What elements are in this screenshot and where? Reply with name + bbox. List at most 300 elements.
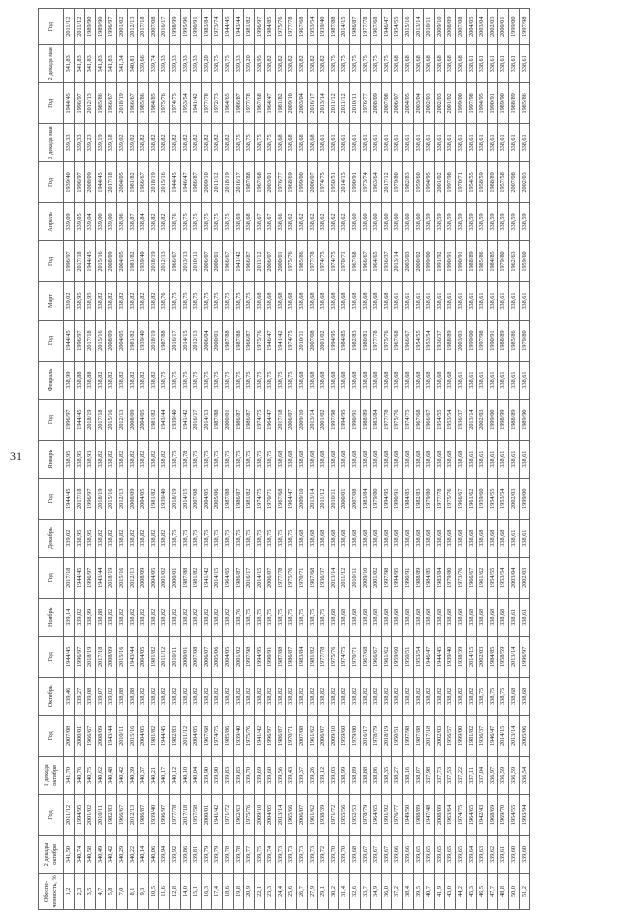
table-cell: 338,68 — [508, 677, 519, 715]
table-cell: 339,56 — [275, 756, 286, 794]
table-row — [254, 9, 265, 910]
table-cell: 1936/37 — [434, 320, 445, 361]
table-cell: 339,73 — [297, 835, 308, 873]
table-cell: 1964/47 — [286, 478, 297, 519]
table-cell: 338,61 — [508, 124, 519, 162]
table-cell: 1982/83 — [413, 478, 424, 519]
table-cell: 1966/67 — [127, 83, 138, 124]
table-row — [487, 9, 498, 910]
probability-cell: 46,5 — [477, 873, 488, 909]
table-cell: 2002/03 — [477, 399, 488, 440]
table-cell: 339,02 — [74, 598, 85, 636]
table-cell: 338,75 — [244, 361, 255, 399]
table-cell: 2007/08 — [191, 636, 202, 677]
table-cell: 1967/68 — [392, 320, 403, 361]
table-cell: 1996/97 — [254, 9, 265, 45]
table-cell: 338,60 — [350, 203, 361, 241]
table-cell: 339,65 — [455, 835, 466, 873]
table-cell: 1984/85 — [487, 241, 498, 282]
table-cell: 338,68 — [371, 440, 382, 478]
table-cell: 1946/47 — [424, 636, 435, 677]
table-row — [445, 9, 456, 910]
table-cell: 2000/01 — [212, 320, 223, 361]
table-cell: 1953/54 — [424, 320, 435, 361]
table-cell: 1939/40 — [138, 241, 149, 282]
table-row — [148, 9, 159, 910]
table-cell: 1981/82 — [148, 399, 159, 440]
table-cell: 1987/88 — [180, 557, 191, 598]
table-cell: 338,61 — [328, 124, 339, 162]
table-cell: 338,68 — [297, 519, 308, 557]
table-cell: 338,68 — [307, 361, 318, 399]
table-cell: 1988/89 — [413, 557, 424, 598]
probability-cell: 47,7 — [487, 873, 498, 909]
table-cell: 339,78 — [233, 835, 244, 873]
table-cell: 1975/76 — [244, 715, 255, 756]
table-cell: 2001/02 — [318, 320, 329, 361]
table-cell: 2007/08 — [350, 478, 361, 519]
table-cell: 1988/89 — [413, 794, 424, 835]
table-cell: 1999/00 — [297, 162, 308, 203]
table-cell: 338,68 — [339, 519, 350, 557]
column-header: Январь — [39, 440, 64, 478]
table-cell: 338,76 — [159, 282, 170, 320]
table-cell: 340,62 — [95, 756, 106, 794]
table-cell: 1939/40 — [159, 478, 170, 519]
table-cell: 1979/80 — [424, 478, 435, 519]
table-cell: 1996/97 — [64, 241, 75, 282]
table-cell: 338,68 — [275, 124, 286, 162]
probability-cell: 16,3 — [201, 873, 212, 909]
table-cell: 338,60 — [403, 203, 414, 241]
table-cell: 338,75 — [180, 361, 191, 399]
table-cell: 339,74 — [265, 835, 276, 873]
table-cell: 1975/76 — [159, 83, 170, 124]
table-cell: 338,61 — [487, 440, 498, 478]
table-cell: 1983/84 — [360, 478, 371, 519]
table-cell: 338,68 — [403, 519, 414, 557]
table-cell: 1996/97 — [519, 636, 530, 677]
table-cell: 338,68 — [434, 361, 445, 399]
table-cell: 338,82 — [265, 45, 276, 83]
table-cell: 1987/88 — [159, 320, 170, 361]
table-cell: 1999/00 — [424, 241, 435, 282]
table-row — [212, 9, 223, 910]
table-cell: 338,75 — [201, 519, 212, 557]
table-cell: 1964/65 — [222, 557, 233, 598]
table-cell: 1970/71 — [286, 715, 297, 756]
table-cell: 1987/88 — [222, 320, 233, 361]
table-cell: 1954/55 — [487, 557, 498, 598]
table-cell: 2013/14 — [508, 715, 519, 756]
table-cell: 338,82 — [116, 519, 127, 557]
table-cell: 2012/13 — [159, 241, 170, 282]
probability-cell: 7,0 — [116, 873, 127, 909]
table-cell: 338,82 — [275, 45, 286, 83]
table-cell: 2000/02 — [413, 241, 424, 282]
table-cell: 338,88 — [127, 677, 138, 715]
table-row — [350, 9, 361, 910]
table-cell: 338,82 — [222, 124, 233, 162]
table-cell: 338,82 — [106, 282, 117, 320]
table-cell: 2008/09 — [371, 83, 382, 124]
table-cell: 338,60 — [413, 203, 424, 241]
table-cell: 340,74 — [74, 835, 85, 873]
probability-cell: 11,6 — [159, 873, 170, 909]
table-cell: 338,60 — [381, 203, 392, 241]
table-cell: 1961/62 — [307, 794, 318, 835]
table-cell: 1986/87 — [286, 636, 297, 677]
table-cell: 338,75 — [233, 440, 244, 478]
table-cell: 338,82 — [222, 677, 233, 715]
table-cell: 338,68 — [360, 519, 371, 557]
table-cell: 1967/68 — [201, 715, 212, 756]
table-cell: 338,82 — [148, 677, 159, 715]
table-cell: 2002/03 — [434, 83, 445, 124]
table-cell: 1953/54 — [498, 557, 509, 598]
table-cell: 2011/12 — [74, 9, 85, 45]
table-cell: 1996/97 — [85, 557, 96, 598]
table-cell: 1977/78 — [371, 320, 382, 361]
probability-cell: 12,8 — [169, 873, 180, 909]
table-cell: 1988/89 — [498, 320, 509, 361]
table-cell: 1984/85 — [265, 9, 276, 45]
table-cell: 338,59 — [519, 203, 530, 241]
table-cell: 338,62 — [318, 203, 329, 241]
table-cell: 338,68 — [339, 282, 350, 320]
table-cell: 338,82 — [254, 677, 265, 715]
table-cell: 1966/67 — [116, 794, 127, 835]
probability-cell: 29,1 — [318, 873, 329, 909]
table-cell: 337,53 — [445, 756, 456, 794]
table-cell: 338,68 — [339, 361, 350, 399]
table-cell: 1985/86 — [222, 715, 233, 756]
table-cell: 338,68 — [466, 519, 477, 557]
table-row — [116, 9, 127, 910]
probability-cell: 1,2 — [64, 873, 75, 909]
table-cell: 1981/82 — [127, 241, 138, 282]
table-cell: 2010/11 — [350, 83, 361, 124]
table-cell: 1973/74 — [360, 162, 371, 203]
table-cell: 338,82 — [275, 677, 286, 715]
table-cell: 2018/19 — [95, 478, 106, 519]
table-cell: 338,75 — [265, 124, 276, 162]
table-cell: 2001/02 — [233, 636, 244, 677]
table-cell: 1987/88 — [233, 320, 244, 361]
table-cell: 1981/82 — [244, 9, 255, 45]
column-header: Год — [39, 399, 64, 440]
table-cell: 1982/83 — [106, 794, 117, 835]
table-cell: 1944/45 — [64, 83, 75, 124]
table-cell: 338,61 — [477, 361, 488, 399]
table-cell: 338,82 — [265, 677, 276, 715]
column-header: Год — [39, 478, 64, 519]
probability-cell: 43,0 — [445, 873, 456, 909]
table-cell: 1996/97 — [159, 794, 170, 835]
table-cell: 1971/72 — [222, 794, 233, 835]
table-cell: 1977/78 — [201, 83, 212, 124]
table-cell: 338,75 — [212, 282, 223, 320]
table-cell: 2012/13 — [127, 794, 138, 835]
table-cell: 1966/67 — [138, 162, 149, 203]
table-cell: 1964/47 — [265, 83, 276, 124]
table-cell: 1994/95 — [392, 557, 403, 598]
table-cell: 338,82 — [148, 124, 159, 162]
table-cell: 1953/54 — [498, 478, 509, 519]
table-cell: 2012/13 — [116, 478, 127, 519]
table-cell: 2014/15 — [498, 715, 509, 756]
table-cell: 1941/42 — [254, 715, 265, 756]
table-cell: 1990/91 — [487, 320, 498, 361]
table-cell: 2010/11 — [328, 478, 339, 519]
table-cell: 2016/17 — [360, 715, 371, 756]
table-cell: 338,82 — [138, 677, 149, 715]
table-cell: 338,61 — [508, 45, 519, 83]
table-cell: 1973/76 — [455, 557, 466, 598]
table-cell: 2006/07 — [392, 83, 403, 124]
table-cell: 1985/86 — [138, 83, 149, 124]
table-cell: 338,61 — [487, 45, 498, 83]
table-cell: 1981/82 — [244, 478, 255, 519]
table-cell: 338,61 — [434, 124, 445, 162]
table-cell: 2015/16 — [127, 715, 138, 756]
table-cell: 1974/75 — [286, 320, 297, 361]
table-cell: 339,09 — [64, 203, 75, 241]
table-cell: 340,14 — [138, 835, 149, 873]
table-cell: 338,59 — [477, 203, 488, 241]
table-cell: 338,68 — [286, 124, 297, 162]
table-cell: 338,84 — [138, 203, 149, 241]
table-cell: 1941/42 — [180, 399, 191, 440]
table-cell: 338,75 — [201, 440, 212, 478]
column-header: Год — [39, 83, 64, 124]
table-cell: 338,82 — [148, 361, 159, 399]
table-cell: 339,67 — [381, 835, 392, 873]
table-cell: 338,82 — [371, 677, 382, 715]
table-cell: 338,82 — [148, 598, 159, 636]
table-cell: 338,61 — [434, 282, 445, 320]
table-cell: 1972/73 — [212, 83, 223, 124]
table-cell: 338,61 — [477, 440, 488, 478]
probability-cell: 37,2 — [392, 873, 403, 909]
table-header-row — [39, 9, 64, 910]
table-cell: 339,70 — [244, 756, 255, 794]
table-cell: 2008/09 — [106, 241, 117, 282]
table-cell: 1975/76 — [254, 320, 265, 361]
table-cell: 338,75 — [233, 361, 244, 399]
table-cell: 1966/67 — [85, 715, 96, 756]
table-cell: 339,33 — [233, 45, 244, 83]
table-cell: 2017/18 — [95, 399, 106, 440]
table-cell: 338,82 — [148, 519, 159, 557]
table-cell: 338,75 — [191, 203, 202, 241]
table-cell: 338,68 — [339, 440, 350, 478]
table-cell: 1996/97 — [106, 9, 117, 45]
table-cell: 1984/85 — [487, 636, 498, 677]
table-cell: 2013/13 — [180, 241, 191, 282]
table-cell: 340,76 — [74, 756, 85, 794]
table-cell: 1966/67 — [371, 636, 382, 677]
table-cell: 2012/13 — [127, 9, 138, 45]
table-cell: 340,58 — [85, 835, 96, 873]
table-row — [519, 9, 530, 910]
table-cell: 338,68 — [455, 519, 466, 557]
table-cell: 338,82 — [180, 598, 191, 636]
table-cell: 1996/97 — [74, 636, 85, 677]
table-cell: 2010/11 — [95, 794, 106, 835]
table-cell: 339,00 — [95, 203, 106, 241]
table-cell: 338,95 — [74, 519, 85, 557]
table-cell: 338,68 — [477, 519, 488, 557]
table-cell: 1938/39 — [318, 794, 329, 835]
table-cell: 338,61 — [519, 124, 530, 162]
probability-cell: 3,5 — [85, 873, 96, 909]
table-cell: 1974/75 — [328, 241, 339, 282]
table-cell: 2018/19 — [148, 320, 159, 361]
probability-cell: 51,2 — [519, 873, 530, 909]
table-cell: 339,83 — [233, 756, 244, 794]
table-cell: 338,75 — [212, 519, 223, 557]
table-cell: 1989/90 — [85, 9, 96, 45]
table-cell: 2011/12 — [339, 83, 350, 124]
table-cell: 336,97 — [487, 756, 498, 794]
table-cell: 2005/06 — [212, 478, 223, 519]
table-cell: 1953/54 — [180, 83, 191, 124]
table-cell: 2004/05 — [138, 636, 149, 677]
table-cell: 337,73 — [434, 756, 445, 794]
table-cell: 1984/85 — [339, 320, 350, 361]
table-row — [244, 9, 255, 910]
table-cell: 338,75 — [201, 282, 212, 320]
table-cell: 1974/75 — [403, 399, 414, 440]
table-cell: 338,61 — [519, 45, 530, 83]
table-row — [74, 9, 85, 910]
table-cell: 338,75 — [286, 519, 297, 557]
table-cell: 1967/68 — [275, 478, 286, 519]
table-cell: 338,68 — [275, 282, 286, 320]
table-cell: 338,82 — [106, 440, 117, 478]
table-cell: 1943/44 — [159, 399, 170, 440]
table-cell: 338,75 — [297, 598, 308, 636]
table-cell: 338,75 — [371, 45, 382, 83]
table-cell: 338,82 — [95, 519, 106, 557]
table-cell: 2004/05 — [265, 794, 276, 835]
table-cell: 338,95 — [254, 45, 265, 83]
table-cell: 338,82 — [138, 598, 149, 636]
table-cell: 1954/55 — [413, 320, 424, 361]
table-cell: 1997/98 — [466, 83, 477, 124]
probability-cell: 15,1 — [191, 873, 202, 909]
table-row — [85, 9, 96, 910]
table-cell: 1954/55 — [466, 162, 477, 203]
table-cell: 1938/39 — [455, 636, 466, 677]
table-cell: 1950/51 — [403, 636, 414, 677]
table-row — [127, 9, 138, 910]
table-cell: 1970/71 — [297, 557, 308, 598]
table-cell: 1967/68 — [350, 241, 361, 282]
probability-cell: 10,5 — [148, 873, 159, 909]
table-cell: 1984/85 — [424, 557, 435, 598]
table-cell: 338,75 — [159, 361, 170, 399]
page-number: 31 — [10, 449, 22, 463]
table-cell: 338,68 — [392, 598, 403, 636]
table-cell: 338,61 — [455, 282, 466, 320]
table-cell: 1954/55 — [392, 9, 403, 45]
table-row — [180, 9, 191, 910]
table-cell: 1997/98 — [244, 636, 255, 677]
table-cell: 1981/82 — [127, 320, 138, 361]
table-cell: 2007/08 — [297, 715, 308, 756]
table-row — [318, 9, 329, 910]
table-cell: 1953/54 — [413, 636, 424, 677]
table-cell: 2000/01 — [201, 794, 212, 835]
table-cell: 338,68 — [424, 519, 435, 557]
table-cell: 338,75 — [244, 440, 255, 478]
table-cell: 1941/42 — [201, 557, 212, 598]
table-cell: 338,59 — [434, 203, 445, 241]
table-cell: 338,68 — [434, 598, 445, 636]
table-cell: 338,61 — [498, 45, 509, 83]
table-cell: 338,75 — [212, 203, 223, 241]
table-cell: 2018/19 — [106, 557, 117, 598]
table-cell: 339,70 — [328, 835, 339, 873]
table-cell: 339,72 — [318, 835, 329, 873]
table-cell: 338,82 — [95, 440, 106, 478]
table-cell: 338,75 — [169, 361, 180, 399]
table-cell: 1959/60 — [519, 241, 530, 282]
table-cell: 2017/18 — [424, 715, 435, 756]
table-cell: 339,81 — [191, 835, 202, 873]
table-cell: 2014/15 — [339, 9, 350, 45]
table-cell: 338,69 — [233, 203, 244, 241]
table-cell: 339,92 — [169, 835, 180, 873]
probability-cell: 18,6 — [222, 873, 233, 909]
table-cell: 1976/77 — [392, 794, 403, 835]
table-row — [307, 9, 318, 910]
table-cell: 2014/15 — [212, 557, 223, 598]
table-cell: 338,82 — [180, 124, 191, 162]
table-cell: 1957/58 — [191, 794, 202, 835]
table-cell: 1952/53 — [350, 794, 361, 835]
table-cell: 1979/80 — [498, 241, 509, 282]
table-cell: 338,61 — [445, 124, 456, 162]
probability-cell: 44,2 — [455, 873, 466, 909]
table-cell: 338,68 — [381, 519, 392, 557]
table-cell: 339,61 — [498, 835, 509, 873]
table-cell: 1976/77 — [275, 162, 286, 203]
table-cell: 2011/12 — [180, 715, 191, 756]
table-cell: 1975/76 — [392, 399, 403, 440]
table-cell: 1977/78 — [169, 794, 180, 835]
table-cell: 338,68 — [297, 124, 308, 162]
table-cell: 338,62 — [328, 203, 339, 241]
table-cell: 339,83 — [222, 756, 233, 794]
table-cell: 1988/89 — [445, 320, 456, 361]
table-cell: 1979/80 — [350, 715, 361, 756]
table-cell: 339,27 — [74, 677, 85, 715]
table-cell: 338,68 — [350, 519, 361, 557]
table-cell: 2003/04 — [413, 83, 424, 124]
probability-levels-table — [38, 8, 530, 910]
table-cell: 339,14 — [64, 598, 75, 636]
table-cell: 2018/19 — [85, 636, 96, 677]
table-cell: 338,61 — [477, 282, 488, 320]
table-cell: 338,82 — [212, 598, 223, 636]
table-cell: 341,83 — [95, 45, 106, 83]
probability-cell: 39,5 — [413, 873, 424, 909]
table-cell: 1981/82 — [191, 557, 202, 598]
table-cell: 338,68 — [519, 677, 530, 715]
